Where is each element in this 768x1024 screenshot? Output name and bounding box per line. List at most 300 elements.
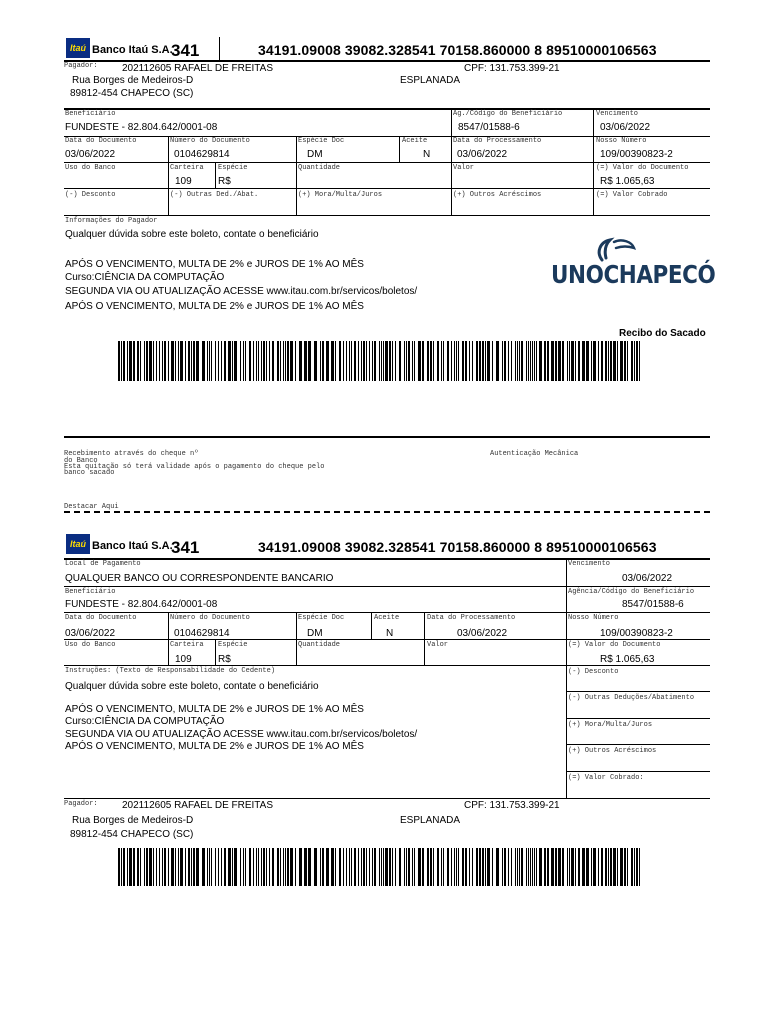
pagador-city: 89812-454 CHAPECO (SC) <box>70 829 194 840</box>
grid-line <box>451 108 452 215</box>
vencimento-value: 03/06/2022 <box>600 122 651 133</box>
barcode-bar <box>280 848 281 886</box>
nosso-numero-label: Nosso Número <box>568 614 619 622</box>
barcode-bar <box>351 848 352 886</box>
bank-code: 341 <box>171 538 200 557</box>
barcode-bar <box>511 848 512 886</box>
barcode-bar <box>343 341 344 381</box>
grid-line <box>168 612 169 665</box>
valor-cobrado-label: (=) Valor Cobrado <box>596 191 668 199</box>
barcode-bar <box>469 848 470 886</box>
barcode-bar <box>133 341 135 381</box>
barcode-bar <box>519 848 520 886</box>
barcode-bar <box>496 848 499 886</box>
grid-line <box>64 798 710 799</box>
data-processamento-value: 03/06/2022 <box>457 149 508 160</box>
barcode-bar <box>631 341 633 381</box>
barcode-bar <box>299 848 302 886</box>
barcode-bar <box>243 848 244 886</box>
barcode-bar <box>636 341 638 381</box>
barcode-bar <box>349 341 350 381</box>
barcode-bar <box>620 341 623 381</box>
barcode-bar <box>517 848 518 886</box>
barcode-bar <box>605 848 607 886</box>
barcode-bar <box>532 341 533 381</box>
barcode-bar <box>454 848 455 886</box>
barcode-bar <box>502 848 503 886</box>
barcode-bar <box>253 848 254 886</box>
barcode-bar <box>414 341 415 381</box>
barcode-bar <box>639 341 640 381</box>
barcode-bar <box>180 341 183 381</box>
barcode-bar <box>354 848 356 886</box>
barcode-bar <box>414 848 415 886</box>
barcode-bar <box>299 341 302 381</box>
digitable-line: 34191.09008 39082.328541 70158.860000 8 89510000106563 <box>258 42 657 58</box>
barcode-bar <box>634 341 635 381</box>
barcode-top <box>118 341 642 381</box>
barcode-bar <box>168 341 169 381</box>
barcode-bar <box>314 848 317 886</box>
barcode-bar <box>314 341 317 381</box>
barcode-bar <box>232 341 233 381</box>
barcode-bar <box>140 341 141 381</box>
barcode-bar <box>591 341 592 381</box>
barcode-bar <box>240 341 241 381</box>
grid-line <box>296 612 297 665</box>
agencia-value: 8547/01588-6 <box>622 599 684 610</box>
barcode-bar <box>322 341 324 381</box>
barcode-bar <box>379 848 380 886</box>
unochapeco-logo-mark <box>592 236 638 262</box>
info-line: APÓS O VENCIMENTO, MULTA DE 2% e JUROS DE 1% AO MÊS <box>65 301 364 312</box>
outras-deducoes-label: (-) Outras Deduções/Abatimento <box>568 694 695 702</box>
grid-line <box>215 162 216 188</box>
numero-documento-value: 0104629814 <box>174 149 230 160</box>
barcode-bar <box>451 341 452 381</box>
barcode-bar <box>617 341 618 381</box>
barcode-bar <box>361 341 362 381</box>
barcode-bar <box>539 341 542 381</box>
barcode-bar <box>372 848 373 886</box>
barcode-bar <box>320 848 321 886</box>
barcode-bar <box>479 341 481 381</box>
cheque-info: do Banco <box>64 457 98 465</box>
barcode-bar <box>458 341 459 381</box>
barcode-bar <box>532 848 533 886</box>
barcode-bar <box>178 848 179 886</box>
info-line: APÓS O VENCIMENTO, MULTA DE 2% e JUROS DE 1% AO MÊS <box>65 741 364 752</box>
barcode-bar <box>185 341 186 381</box>
beneficiario-value: FUNDESTE - 82.804.642/0001-08 <box>65 122 218 133</box>
cheque-info: Recebimento através do cheque nº <box>64 450 199 458</box>
barcode-bar <box>277 341 279 381</box>
outros-acrescimos-label: (+) Outros Acréscimos <box>568 747 657 755</box>
grid-line <box>64 612 710 613</box>
barcode-bar <box>575 848 576 886</box>
barcode-bar <box>422 341 424 381</box>
barcode-bar <box>412 848 413 886</box>
pagador-address: Rua Borges de Medeiros-D <box>72 815 194 826</box>
barcode-bar <box>547 848 549 886</box>
barcode-bar <box>605 341 607 381</box>
barcode-bar <box>245 341 246 381</box>
barcode-bar <box>526 341 527 381</box>
barcode-bar <box>335 341 336 381</box>
barcode-bar <box>437 848 439 886</box>
barcode-bar <box>211 341 212 381</box>
data-documento-value: 03/06/2022 <box>65 628 116 639</box>
uso-banco-label: Uso do Banco <box>65 164 116 172</box>
barcode-bar <box>363 848 365 886</box>
barcode-bar <box>437 341 439 381</box>
barcode-bar <box>451 848 452 886</box>
barcode-bar <box>285 848 286 886</box>
barcode-bar <box>578 848 580 886</box>
barcode-bar <box>462 848 464 886</box>
barcode-bar <box>406 341 407 381</box>
barcode-bar <box>277 848 279 886</box>
pagador-label: Pagador: <box>64 800 98 808</box>
barcode-bar <box>366 848 367 886</box>
barcode-bar <box>308 848 311 886</box>
barcode-bar <box>593 341 596 381</box>
data-documento-label: Data do Documento <box>65 614 137 622</box>
barcode-bar <box>571 848 574 886</box>
barcode-bar <box>196 848 199 886</box>
header-rule <box>64 60 710 62</box>
barcode-bar <box>383 848 384 886</box>
barcode-bar <box>322 848 324 886</box>
local-pagamento-label: Local de Pagamento <box>65 560 141 568</box>
barcode-bar <box>443 848 444 886</box>
barcode-bar <box>430 848 432 886</box>
barcode-bar <box>263 848 265 886</box>
info-line: SEGUNDA VIA OU ATUALIZAÇÃO ACESSE www.itau.com.br/servicos/boletos/ <box>65 729 418 740</box>
barcode-bar <box>508 341 509 381</box>
especie-doc-label: Espécie Doc <box>298 614 345 622</box>
barcode-bar <box>369 341 370 381</box>
barcode-bar <box>349 848 350 886</box>
numero-documento-label: Número do Documento <box>170 614 250 622</box>
barcode-bar <box>258 848 259 886</box>
barcode-bar <box>608 341 609 381</box>
pagador-name: 202112605 RAFAEL DE FREITAS <box>122 63 274 74</box>
barcode-bar <box>221 341 222 381</box>
barcode-bar <box>456 848 457 886</box>
barcode-bar <box>149 848 152 886</box>
barcode-bar <box>335 848 336 886</box>
barcode-bar <box>591 848 592 886</box>
barcode-bar <box>551 848 554 886</box>
numero-documento-value: 0104629814 <box>174 628 230 639</box>
barcode-bar <box>121 341 122 381</box>
barcode-bar <box>515 848 516 886</box>
barcode-bar <box>171 848 174 886</box>
barcode-bar <box>153 341 154 381</box>
barcode-bar <box>320 341 321 381</box>
barcode-bar <box>118 341 120 381</box>
barcode-bar <box>582 341 585 381</box>
barcode-bar <box>582 848 585 886</box>
barcode-bar <box>562 848 564 886</box>
barcode-bar <box>567 341 568 381</box>
grid-line <box>371 612 372 639</box>
barcode-bar <box>476 848 478 886</box>
barcode-bar <box>502 341 503 381</box>
grid-line <box>566 744 710 745</box>
barcode-bar <box>272 848 274 886</box>
grid-line <box>64 188 710 189</box>
barcode-bar <box>528 848 529 886</box>
barcode-bar <box>558 848 561 886</box>
barcode-bar <box>331 848 334 886</box>
barcode-bar <box>127 341 128 381</box>
barcode-bar <box>383 341 384 381</box>
data-processamento-label: Data do Processamento <box>453 137 542 145</box>
barcode-bar <box>454 341 455 381</box>
especie-label: Espécie <box>218 164 248 172</box>
beneficiario-label: Beneficiário <box>65 110 116 118</box>
barcode-bar <box>290 848 293 886</box>
barcode-bar <box>372 341 373 381</box>
barcode-bar <box>555 341 557 381</box>
barcode-bar <box>544 848 546 886</box>
grid-line <box>64 162 710 163</box>
data-processamento-label: Data do Processamento <box>427 614 516 622</box>
barcode-bar <box>358 848 359 886</box>
barcode-bar <box>534 848 535 886</box>
barcode-bar <box>211 848 212 886</box>
itau-logo: Itaú <box>66 38 90 58</box>
barcode-bar <box>406 848 407 886</box>
barcode-bar <box>487 341 490 381</box>
barcode-bar <box>287 848 289 886</box>
barcode-bar <box>129 848 132 886</box>
barcode-bar <box>162 341 163 381</box>
barcode-bar <box>224 848 226 886</box>
barcode-bar <box>613 341 616 381</box>
barcode-bar <box>521 848 523 886</box>
barcode-bar <box>544 341 546 381</box>
barcode-bar <box>185 848 186 886</box>
aceite-label: Aceite <box>374 614 400 622</box>
barcode-bar <box>304 341 307 381</box>
barcode-bar <box>399 848 401 886</box>
pagador-cpf: CPF: 131.753.399-21 <box>464 63 560 74</box>
beneficiario-value: FUNDESTE - 82.804.642/0001-08 <box>65 599 218 610</box>
info-line: APÓS O VENCIMENTO, MULTA DE 2% e JUROS DE 1% AO MÊS <box>65 259 364 270</box>
barcode-bar <box>608 848 609 886</box>
barcode-bar <box>433 848 434 886</box>
barcode-bar <box>228 341 231 381</box>
destacar-aqui: Destacar Aqui <box>64 503 119 511</box>
barcode-bar <box>443 341 444 381</box>
barcode-bar <box>263 341 265 381</box>
barcode-bar <box>433 341 434 381</box>
barcode-bar <box>381 848 382 886</box>
barcode-bar <box>624 848 626 886</box>
barcode-bar <box>408 341 410 381</box>
barcode-bar <box>215 848 216 886</box>
barcode-bar <box>598 341 599 381</box>
barcode-bar <box>269 848 270 886</box>
divider <box>219 37 220 61</box>
barcode-bar <box>354 341 356 381</box>
info-line: Qualquer dúvida sobre este boleto, contate o beneficiário <box>65 681 319 692</box>
barcode-bar <box>389 848 391 886</box>
barcode-bar <box>447 848 449 886</box>
barcode-bar <box>358 341 359 381</box>
pagador-label: Pagador: <box>64 62 98 70</box>
grid-line <box>566 558 567 798</box>
barcode-bar <box>193 848 195 886</box>
mora-label: (+) Mora/Multa/Juros <box>298 191 383 199</box>
barcode-bar <box>346 341 347 381</box>
barcode-bar <box>146 848 148 886</box>
barcode-bar <box>146 341 148 381</box>
barcode-bar <box>256 848 257 886</box>
carteira-label: Carteira <box>170 641 204 649</box>
barcode-bar <box>261 341 262 381</box>
barcode-bar <box>530 848 531 886</box>
barcode-bar <box>447 341 449 381</box>
pagador-name: 202112605 RAFAEL DE FREITAS <box>122 800 274 811</box>
barcode-bar <box>521 341 523 381</box>
barcode-bar <box>586 848 589 886</box>
pagador-address: Rua Borges de Medeiros-D <box>72 75 194 86</box>
barcode-bar <box>127 848 128 886</box>
barcode-bar <box>610 848 612 886</box>
barcode-bar <box>159 848 160 886</box>
valor-documento-value: R$ 1.065,63 <box>600 654 655 665</box>
barcode-bar <box>280 341 281 381</box>
barcode-bar <box>558 341 561 381</box>
pagador-district: ESPLANADA <box>400 75 461 86</box>
barcode-bar <box>191 341 192 381</box>
data-documento-value: 03/06/2022 <box>65 149 116 160</box>
barcode-bar <box>295 341 296 381</box>
barcode-bar <box>140 848 141 886</box>
barcode-bar <box>610 341 612 381</box>
especie-doc-label: Espécie Doc <box>298 137 345 145</box>
barcode-bar <box>485 341 486 381</box>
barcode-bar <box>392 341 393 381</box>
barcode-bottom <box>118 848 642 886</box>
barcode-bar <box>123 341 125 381</box>
barcode-bar <box>627 341 628 381</box>
grid-line <box>64 215 710 216</box>
barcode-bar <box>517 341 518 381</box>
valor-documento-value: R$ 1.065,63 <box>600 176 655 187</box>
carteira-value: 109 <box>175 176 192 187</box>
recibo-sacado: Recibo do Sacado <box>619 328 706 339</box>
especie-value: R$ <box>218 654 231 665</box>
barcode-bar <box>153 848 154 886</box>
barcode-bar <box>156 341 157 381</box>
grid-line <box>168 136 169 215</box>
valor-documento-label: (=) Valor do Documento <box>596 164 689 172</box>
barcode-bar <box>627 848 628 886</box>
barcode-bar <box>369 848 370 886</box>
grid-line <box>424 612 425 665</box>
barcode-bar <box>526 848 527 886</box>
barcode-bar <box>258 341 259 381</box>
barcode-bar <box>385 341 388 381</box>
barcode-bar <box>504 341 506 381</box>
barcode-bar <box>351 341 352 381</box>
barcode-bar <box>547 341 549 381</box>
grid-line <box>296 136 297 215</box>
barcode-bar <box>164 341 166 381</box>
grid-line <box>215 639 216 665</box>
barcode-bar <box>326 848 329 886</box>
barcode-bar <box>427 848 429 886</box>
barcode-bar <box>224 341 226 381</box>
barcode-bar <box>240 848 241 886</box>
barcode-bar <box>137 341 139 381</box>
agencia-value: 8547/01588-6 <box>458 122 520 133</box>
barcode-bar <box>253 341 254 381</box>
barcode-bar <box>598 848 599 886</box>
barcode-bar <box>374 341 376 381</box>
barcode-bar <box>472 848 473 886</box>
barcode-bar <box>496 341 499 381</box>
barcode-bar <box>479 848 481 886</box>
barcode-bar <box>156 848 157 886</box>
desconto-label: (-) Desconto <box>65 191 116 199</box>
barcode-bar <box>363 341 365 381</box>
instrucoes-label: Instruções: (Texto de Responsabilidade do Cedente) <box>65 667 276 675</box>
numero-documento-label: Número do Documento <box>170 137 250 145</box>
barcode-bar <box>536 341 537 381</box>
barcode-bar <box>121 848 122 886</box>
vencimento-label: Vencimento <box>596 110 639 118</box>
barcode-bar <box>601 848 603 886</box>
carteira-label: Carteira <box>170 164 204 172</box>
barcode-bar <box>283 341 284 381</box>
barcode-bar <box>162 848 163 886</box>
barcode-bar <box>392 848 393 886</box>
desconto-label: (-) Desconto <box>568 668 619 676</box>
header-rule <box>64 558 710 560</box>
barcode-bar <box>290 341 293 381</box>
beneficiario-label: Beneficiário <box>65 588 116 596</box>
barcode-bar <box>575 341 576 381</box>
barcode-bar <box>515 341 516 381</box>
barcode-bar <box>209 848 210 886</box>
valor-label: Valor <box>427 641 449 649</box>
barcode-bar <box>482 848 484 886</box>
barcode-bar <box>530 341 531 381</box>
grid-line <box>566 771 710 772</box>
info-line: SEGUNDA VIA OU ATUALIZAÇÃO ACESSE www.itau.com.br/servicos/boletos/ <box>65 286 418 297</box>
barcode-bar <box>418 341 421 381</box>
barcode-bar <box>207 848 208 886</box>
barcode-bar <box>613 848 616 886</box>
barcode-bar <box>191 848 192 886</box>
barcode-bar <box>404 341 405 381</box>
pagador-cpf: CPF: 131.753.399-21 <box>464 800 560 811</box>
barcode-bar <box>469 341 470 381</box>
barcode-bar <box>562 341 564 381</box>
barcode-bar <box>462 341 464 381</box>
barcode-bar <box>361 848 362 886</box>
barcode-bar <box>458 848 459 886</box>
barcode-bar <box>404 848 405 886</box>
info-line: Curso:CIÊNCIA DA COMPUTAÇÃO <box>65 716 225 727</box>
barcode-bar <box>123 848 125 886</box>
